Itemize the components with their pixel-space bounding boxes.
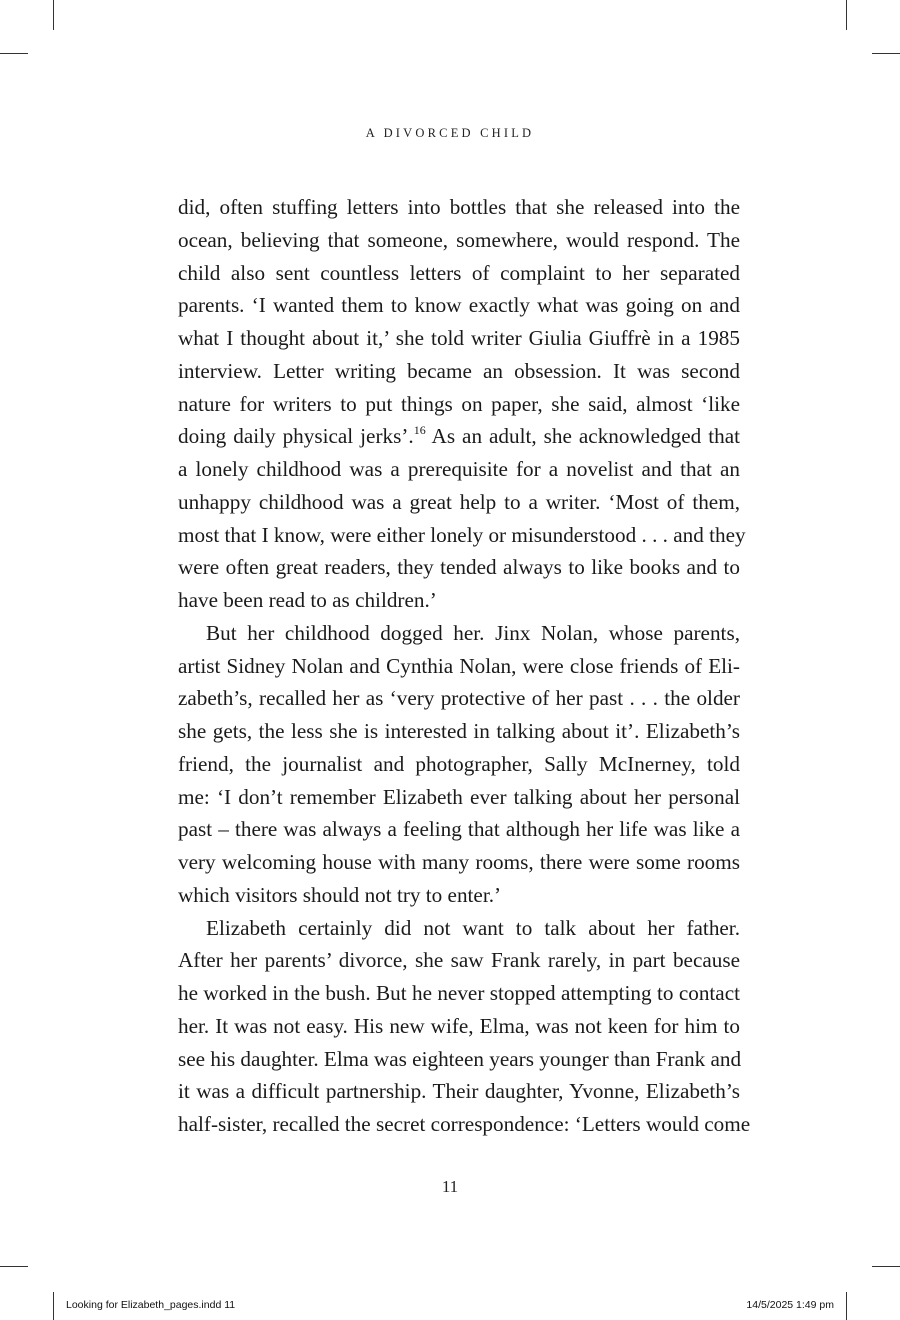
body-text [178, 191, 751, 1141]
text-line: After her parents’ divorce, she saw Frank rarely, in part because [178, 948, 740, 973]
text-line: it was a difficult partnership. Their daughter, Yvonne, Elizabeth’s [178, 1079, 740, 1104]
running-head: A DIVORCED CHILD [365, 126, 535, 140]
text-line: her. It was not easy. His new wife, Elma, was not keen for him to [178, 1013, 740, 1038]
crop-mark [872, 1266, 900, 1267]
text-line: half-sister, recalled the secret correspondence: ‘Letters would come [178, 1112, 751, 1136]
text-line: did, often stuffing letters into bottles that she released into the [178, 195, 740, 219]
text-line: artist Sidney Nolan and Cynthia Nolan, were close friends of Eli- [178, 653, 740, 678]
text-line: very welcoming house with many rooms, there were some rooms [178, 850, 740, 874]
text-line: Elizabeth certainly did not want to talk about her father. [206, 915, 740, 940]
text-line: parents. ‘I wanted them to know exactly what was going on and [178, 293, 740, 318]
footnote-reference: 16 [413, 423, 426, 438]
slug-file-name: Looking for Elizabeth_pages.indd 11 [66, 1299, 236, 1311]
crop-mark [0, 53, 28, 54]
crop-mark [0, 1266, 28, 1267]
text-line: friend, the journalist and photographer, Sally McInerney, told [178, 751, 740, 776]
crop-mark [846, 0, 847, 30]
text-line: most that I know, were either lonely or misunderstood . . . and they [178, 522, 746, 547]
page-number: 11 [441, 1177, 459, 1196]
text-line: interview. Letter writing became an obsession. It was second [178, 358, 740, 383]
crop-mark [872, 53, 900, 54]
text-line: she gets, the less she is interested in talking about it’. Elizabeth’s [178, 719, 740, 743]
text-line: ocean, believing that someone, somewhere, would respond. The [178, 227, 740, 252]
text-line: have been read to as children.’ [178, 588, 437, 612]
text-line: me: ‘I don’t remember Elizabeth ever talking about her personal [178, 784, 740, 809]
text-line: see his daughter. Elma was eighteen years younger than Frank and [178, 1046, 742, 1071]
text-line-head: doing daily physical jerks’. [178, 424, 414, 449]
text-line: a lonely childhood was a prerequisite for a novelist and that an [178, 457, 740, 481]
text-line: child also sent countless letters of complaint to her separated [178, 260, 740, 285]
slug-timestamp: 14/5/2025 1:49 pm [746, 1299, 834, 1311]
crop-mark [846, 1292, 847, 1320]
text-line: which visitors should not try to enter.’ [178, 882, 502, 907]
text-line: zabeth’s, recalled her as ‘very protective of her past . . . the older [178, 686, 740, 711]
text-line-with-footnote [178, 420, 740, 453]
text-line: he worked in the bush. But he never stopped attempting to contact [178, 981, 740, 1005]
text-line: But her childhood dogged her. Jinx Nolan, whose parents, [206, 620, 740, 645]
text-line-tail: As an adult, she acknowledged that [425, 424, 740, 449]
text-line: unhappy childhood was a great help to a writer. ‘Most of them, [178, 489, 740, 514]
text-line: were often great readers, they tended always to like books and to [178, 555, 740, 580]
crop-mark [53, 0, 54, 30]
text-line: nature for writers to put things on paper, she said, almost ‘like [178, 391, 740, 416]
text-line: past – there was always a feeling that although her life was like a [178, 817, 740, 842]
crop-mark [53, 1292, 54, 1320]
text-line: what I thought about it,’ she told writer Giulia Giuffrè in a 1985 [178, 326, 740, 350]
